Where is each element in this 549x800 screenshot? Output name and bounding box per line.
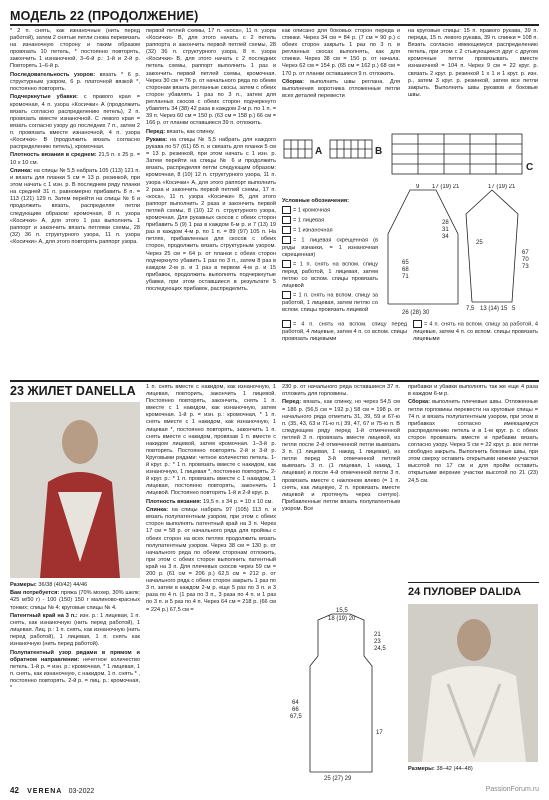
legend-item: = 4 п. снять на вспом. спицу за работой, 4 лицевые, затем 4 п. со вспом. спицы провязать лицевыми bbox=[413, 321, 538, 342]
model23-text-sizes: 36/38 (40/42) 44/46 bbox=[38, 582, 88, 588]
sleeve-dim: 25 bbox=[476, 240, 483, 246]
model24-photo-placeholder bbox=[408, 604, 538, 762]
model23-column-1-text bbox=[10, 582, 140, 782]
model22-garment-schemas bbox=[380, 184, 540, 318]
model22-heading-decreases: Подчеркнутые убавки: bbox=[10, 94, 78, 101]
model23-photo-placeholder bbox=[10, 402, 140, 578]
edge-stitch-icon bbox=[282, 206, 291, 214]
legend-item: = 1 п. снять на вспом. спицу перед работой, 1 лицевая, затем петлю со вспом. спицы провязать лицевой bbox=[282, 261, 378, 289]
model23-text-materials: пряжа (70% мохер, 30% шелк; 425 м/50 г) - 100 (150) 150 г малиново-красных тонких; спицы № 4; круговые спицы № 4. bbox=[10, 590, 140, 611]
model23-text-front: вязать, как спинку, но через 54,5 см = 186 р. (56,5 см = 192 р.) 58 см = 198 р. от начального ряда отметить 31, 39, 59 и 67-ю п. (35, 43, 63 и 71-ю п.) 39, 47, 67 и 75-ю п. В следующем ряду перед 1-й отмеченной петлей 3 п. провязать вместе лицевой, из петли после 2-й отмеченной петли вывязать 3 п. (1 лицевая, 1 накид, 1 лицевая), из петли перед 3-й отмеченной петлей вывязать 3 п. (1 лицевая, 1 накид, 1 лицевая) и после 4-й отмеченной петли 3 п. провязать вместе с наклоном влево (= 1 п. снять, как лицевую, 2 п. провязать вместе лицевой и протянуть через снятую). Прибавленные петли вязать полупатентным узором. Все bbox=[282, 399, 400, 512]
body-dim: 71 bbox=[402, 274, 409, 280]
chart-a-grid bbox=[284, 140, 312, 158]
chart-b-label: В bbox=[375, 146, 383, 157]
model23-column-3 bbox=[282, 384, 400, 604]
model22-text-front: вязать, как спинку. bbox=[166, 128, 215, 135]
page-footer bbox=[10, 786, 539, 798]
model22-text-collar: на круговые спицы: 15 п. правого рукава, 39 п. переда, 15 п. левого рукава, 39 п. спинки = 108 п. Вязать согласно имеющемуся распределению петель, при этом с 2 стыкующиеся друг с другом кромочные петли провязывать вместе изнаночной = 104 п. Через 9 см = 22 круг. р. связать 2 круг. р. резинкой 1 х 1 и 1 круг. р. изн. р., затем 3 круг. р. резинкой, затем все петли закрыть. Выполнить швы рукавов и боковые швы. bbox=[408, 28, 538, 98]
model22-heading-sequence: Последовательность узоров: bbox=[10, 71, 96, 78]
model22-column-1 bbox=[10, 28, 140, 358]
model22-heading-gauge: Плотность вязания в среднем: bbox=[10, 152, 97, 159]
sleeve-outline bbox=[466, 190, 518, 302]
body-dim: 68 bbox=[402, 267, 409, 273]
vest-dim: 15,5 bbox=[336, 608, 348, 614]
page-header bbox=[10, 8, 539, 26]
model24-sizes bbox=[408, 766, 538, 773]
model23-text-assembly: выполнить плечевые швы. Отложенные петли горловины перевести на круговые спицы = 74 п. и вязать полупатентным узором, при этом в прибавках согласно имеющемуся распределению петель и в 1-м круг. р. с обеих сторон провязать вместе и прибавки вязать согласно узору. Через 5 см = 22 круг. р. все петли свободно закрыть. Выполнить боковые швы, при этом сверху оставить открытыми нижние участки высотой по 17 см и для пройм оставить открытыми верхние участки высотой по 21 (23) 24,5 см. bbox=[408, 399, 538, 484]
magazine-name: VERENA bbox=[27, 788, 63, 795]
model22-text-assembly: выполнить швы реглана. Для выполнения воротника отложенные петли всех деталей перевести bbox=[282, 78, 400, 100]
model23-column-2 bbox=[146, 384, 276, 782]
model23-text-edge: изн. р.: 1 лицевая, 1 п. снять, как изнаночную (нить перед работой), 1 лицевая. Лиц. р.: 1 п. снять, как изнаночную (нить перед работой), 1 лицевая, 1 п. снять как изнаночную (нить перед работой). bbox=[10, 612, 140, 648]
sleeve-dim: 67 bbox=[522, 250, 529, 256]
legend-item: = 1 изнаночная bbox=[282, 226, 378, 235]
model23-text-gauge: 19,5 п. х 34 р. = 10 х 10 см. bbox=[203, 498, 273, 505]
model23-heading-gauge: Плотность вязания: bbox=[146, 498, 202, 505]
sleeve-dim: 73 bbox=[522, 264, 529, 270]
chart-a-label: А bbox=[315, 146, 323, 157]
watermark: PassionForum.ru bbox=[485, 786, 539, 793]
vest-dim: 67,5 bbox=[290, 714, 302, 720]
model22-text-decreases: с правого края = кромочная, 4 п. узора «Косички» А (продолжить вязать согласно распределению петель), 2 п. провязать вместе изнаночной. С левого края = вязать согласно узору до последних 7 п., затем 2 п. провязать вместе изнаночной, 4 п. узора «Косички» В (продолжить вязать согласно распределению петель), кромочная. bbox=[10, 94, 140, 151]
model23-heading-pattern: Полупатентный узор рядами в прямом и обратном направлении: bbox=[10, 649, 140, 663]
legend-item: = 1 п. снять на вспом. спицу за работой, 1 лицевая, затем петлю со вспом. спицы провязать лицевой bbox=[282, 292, 378, 313]
cross-left-icon bbox=[282, 291, 291, 299]
model22-heading-front: Перед: bbox=[146, 128, 166, 135]
vest-dim: 64 bbox=[292, 700, 299, 706]
model22-text-back: на спицы № 5,5 набрать 105 (113) 121 п. и вязать для планки 5 см = 13 р. резинкой, при этом начать с 1 изн. р. В последнем ряду планки на средней 31 п. равномерно прибавить 8 п. = 113 (121) 129 п. Затем перейти на спицы № 6 и продолжить вязать, распределяя петли следующим образом: кромочная, 8 п. узора «Косички» А, для этого 1 раз выполнить 1 раппорт и закончить вязать петлями схемы, 28 (32) 36 п. структурного узора, 11 п. узора «Косички» А, для этого повторять раппорт узора. bbox=[10, 167, 140, 245]
model23-text-back-cont: 230 р. от начального ряда оставшиеся 37 п. отложить для горловины. bbox=[282, 384, 400, 398]
legend-item: = 1 лицевая скрещенная (в ряды изнанки, = 1 изнаночная скрещенная) bbox=[282, 237, 378, 258]
model22-text-back-cont: первой петлей схемы, 17 п. «коса», 11 п. узора «Косички» В, для этого начать с 2 петель раппорта и закончить первой петлей схемы, 28 (32) 36 п. структурного узора, 8 п. узора «Косички» В, для этого начать с 2 последних петель схемы, раппорт выполнить 1 раз и закончить первой петлей схемы, кромочная. Через 30 см = 76 р. от начального ряда по обеим сторонам вязать регланные скосы, затем с обеих сторон убавлять 1 раз по 3 п., затем для регланных скосов с обеих сторон подчеркнуто убавлять 34 (38) 42 раза в каждом 2-м р. по 1 п. = 39 п. Через 60 см = 150 р. (63 см = 158 р.) 66 см = 166 р. от планки оставшиеся 39 п. отложить. bbox=[146, 28, 276, 127]
model23-photo bbox=[10, 402, 140, 578]
body-outline bbox=[388, 190, 458, 304]
model24-heading-sizes: Размеры: bbox=[408, 766, 435, 772]
model23-heading-assembly: Сборка: bbox=[408, 399, 431, 406]
model23-column-4 bbox=[408, 384, 538, 584]
vest-outline bbox=[310, 614, 372, 772]
model23-heading-edge: Патентный край на 3 п.: bbox=[10, 612, 78, 619]
model23-title: 23 ЖИЛЕТ DANELLA bbox=[10, 384, 136, 398]
model22-text-sleeves: на спицы № 5,5 набрать для каждого рукава по 57 (61) 65 п. и связать для планки 5 см = 13 р. резинкой, при этом начать с 1 изн. р. Затем перейти на спицы № 6 и продолжить вязать, распределяя петли следующим образом: кромочная, 8 (10) 12 п. структурного узора, 11 п. узора «Косички» А, для этого раппорт выполнить 2 раза и закончить первой петлей схемы, 17 п. «коса», 11 п. узора «Косички» В, для этого раппорт выполнить 2 раза и закончить первой петлей схемы, 8 (10) 12 п. структурного узора, кромочная. Для рукавных скосов с обеих сторон прибавить 5 (9) 1 раз в каждом 6-м р. и 7 (13) 19 раз в каждом 4-м р. по 1 п. = 89 (97) 105 п. На петлях, прибавленных для скосов с обеих сторон, продолжить вязать структурным узором. Через 25 см = 64 р. от планки с обеих сторон подчеркнуто убавить 1 раз по 3 п., затем 8 раз в каждом 2-м р. и 1 раз в первом 4-м р. и 15 прибавок, продолжить выполнять подчеркнутые убавки, при этом оставшиеся в результате 5 последующих прибавок, распределить. bbox=[146, 137, 276, 292]
legend-item: = 1 лицевая bbox=[282, 216, 378, 225]
page-number: 42 bbox=[10, 786, 19, 795]
model22-heading-back: Спинка: bbox=[10, 167, 33, 174]
vest-dim: 17 bbox=[376, 730, 383, 736]
model22-column-4 bbox=[408, 28, 538, 128]
sleeve-dim-top: 17 (19) 21 bbox=[488, 184, 516, 190]
sleeve-dim: 70 bbox=[522, 257, 529, 263]
page-title: МОДЕЛЬ 22 (ПРОДОЛЖЕНИЕ) bbox=[10, 9, 199, 23]
model23-garment-schema bbox=[282, 606, 400, 782]
sleeve-dim: 5 bbox=[512, 306, 516, 312]
body-dim: 31 bbox=[442, 227, 449, 233]
model22-text-gauge: 21,5 п. х 25 р. = 10 х 10 см. bbox=[10, 152, 140, 166]
model23-heading-front: Перед: bbox=[282, 399, 302, 406]
model22-column-3 bbox=[282, 28, 400, 128]
model23-heading-materials: Вам потребуется: bbox=[10, 590, 60, 597]
model22-heading-sleeves: Рукава: bbox=[146, 137, 168, 143]
model23-heading-sizes: Размеры: bbox=[10, 582, 37, 588]
sleeve-dim: 13 (14) 15 bbox=[480, 306, 508, 312]
knit-stitch-icon bbox=[282, 216, 291, 224]
legend-item: = 4 п. снять на вспом. спицу перед работой, 4 лицевые, затем 4 п. со вспом. спицы провязать лицевыми bbox=[282, 321, 407, 342]
model23-heading-back: Спинка: bbox=[146, 507, 169, 514]
model22-heading-assembly: Сборка: bbox=[282, 78, 305, 85]
cross-right-icon bbox=[282, 260, 291, 268]
model23-text-back: на спицы набрать 97 (105) 113 п. и вязать полупатентным узором, при этом с обеих сторон выполнять патентный край на 3 п. Через 17 см = 58 р. от начального ряда для проймы с обеих сторон на всех петлях продолжить вязать полупатентным узором. Через 38 см = 130 р. от начального ряда по обеим сторонам отложить, при этом с обеих сторон выполнить патентный край на 3 п. Для плечевых скосов через 59 см = 200 р. (61 см = 206 р.) 62,5 см = 212 р. от начального ряда с обеих сторон закрыть 1 раз по 3 п. затем в каждом 2-м р. еще 5 раз по 3 п. и 3 раза по 4 п. (1 раз по 3 п., 3 раза по 4 п. и 1 раз по 3 п. и 5 раз по 4 п. Через 64 см = 218 р. (66 см = 224 р.) 67,5 см = bbox=[146, 507, 276, 613]
section-divider bbox=[10, 380, 539, 382]
model24-photo bbox=[408, 604, 538, 762]
body-dim-width: 26 (28) 30 bbox=[402, 310, 430, 316]
vest-dim: 24,5 bbox=[374, 646, 386, 652]
sleeve-dim: 7,5 bbox=[466, 306, 475, 312]
vest-dim: 23 bbox=[374, 639, 381, 645]
issue-number: 03-2022 bbox=[68, 788, 95, 795]
legend-title: Условные обозначения: bbox=[282, 198, 350, 204]
model23-text-front-cont: прибавки и убавки выполнять так же еще 4 раза в каждом 6-м р. bbox=[408, 384, 538, 398]
model24-divider bbox=[408, 582, 539, 583]
body-dim: 65 bbox=[402, 260, 409, 266]
body-dim-top: 9 bbox=[416, 184, 420, 190]
twisted-stitch-icon bbox=[282, 236, 291, 244]
model24-text-sizes: 38–42 (44–48) bbox=[436, 766, 473, 772]
model22-column-2 bbox=[146, 28, 276, 358]
model23-text-pattern: нечетное количество петель. 1-й р. = изн. р.: кромочная, * 1 лицевая, 1 п. снять, как изнаночную, с накидом, 1 п. снять * , постоянно повторять. 2-й р. = лиц. р.: кромочная, * bbox=[10, 656, 140, 692]
body-dim: 34 bbox=[442, 234, 449, 240]
model22-legend-cont bbox=[282, 320, 538, 360]
model24-title: 24 ПУЛОВЕР DALIDA bbox=[408, 586, 522, 598]
model22-text-sequence: вязать * 6 р. структурным узором, 6 р. платочной вязкой *, постоянно повторять. bbox=[10, 71, 140, 93]
chart-b-grid bbox=[330, 140, 372, 158]
model22-stitch-charts bbox=[282, 132, 540, 182]
model22-text-intro: * 2 п. снять, как изнаночные (нить перед работой), затем 2 снятые петли снова перевязать на изнаночную сторону и таким образом провязать 10 петель, * постоянно повторять, закончить 1 изнаночной, 3–6-й р.: 1-й и 2-й р. Повторять 1–6-й р. bbox=[10, 28, 140, 70]
vest-dim: 21 bbox=[374, 632, 381, 638]
chart-c-label: С bbox=[526, 162, 534, 173]
legend-item: = 1 кромочная bbox=[282, 206, 378, 215]
purl-stitch-icon bbox=[282, 226, 291, 234]
chart-c-grid bbox=[392, 134, 522, 174]
vest-dim: 66 bbox=[292, 707, 299, 713]
body-dim: 28 bbox=[442, 220, 449, 226]
body-dim-neck: 17 (19) 21 bbox=[432, 184, 460, 190]
vest-dim: 18 (19) 20 bbox=[328, 616, 356, 622]
cable-left-icon bbox=[413, 320, 422, 328]
model23-text-pattern-cont: 1 п. снять вместе с накидом, как изнаночную, 1 лицевая, повторить, закончить 1 лицевой. Постоянно повторять, закончить, снять 1 п. вместе с 1 накидом, как изнаночную, затем кромочная. 1-й р. = изн. р.: кромочная, * 1 п. снять вместе с 1 накидом, как изнаночную, 1 лицевая *, постоянно повторять, закончить 1 п. снять вместе с накидом, провязав 1 п. вместе с накидом лицевой, затем кромочная. 1–3-й р. повторять. Постоянно повторять 2-й и 3-й р. Круговыми рядами: четное количество петель. 1-й круг. р.: * 1 п. провязать вместе с накидом, как изнаночную, 1 лицевая *, постоянно повторять. 2-й круг. р.: * 1 п. провязать вместе с 1 накидом, 1 лицевая, постоянно повторять, закончить 1 лицевой. Постоянно повторять 1-й и 2-й круг. р. bbox=[146, 384, 276, 497]
vest-dim-width: 25 (27) 29 bbox=[324, 776, 352, 782]
model22-text-sleeves-cont: как описано для боковых сторон переда и спинки. Через 34 см = 84 р. (7 см = 90 р.) с обеих сторон закрыть 1 раз по 3 п. в регланных скосах выполнять, как для спинки. Через 38 см = 150 р. от начала. Через 62 см = 154 р. (65 см = 162 р.) 68 см = 170 р. от планки оставшиеся 9 п. отложить. bbox=[282, 28, 400, 77]
cable-right-icon bbox=[282, 320, 291, 328]
